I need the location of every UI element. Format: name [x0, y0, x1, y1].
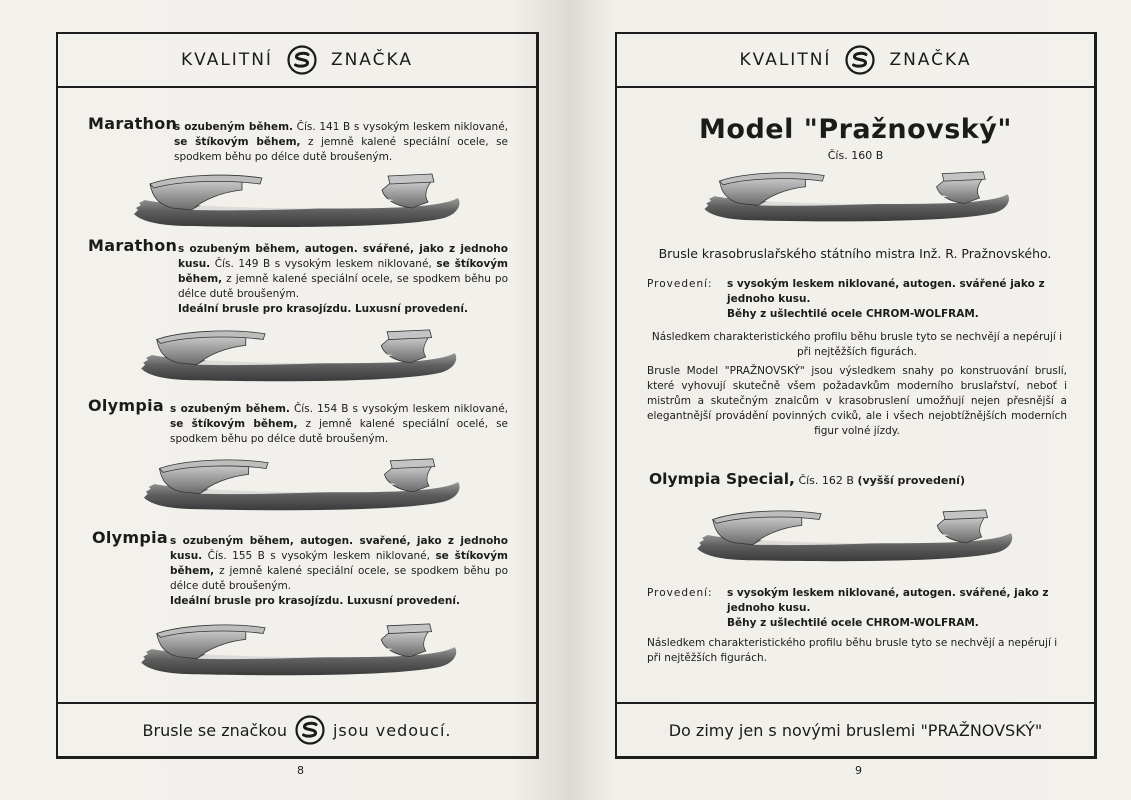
olympia-special-number: Čís. 162 B [794, 474, 858, 487]
product-description: s ozubeným během. Čís. 141 B s vysokým leskem niklované, se štíkovým během, z jemně kalené speciální ocele, se spodkem běhu po délce dutě broušeným. [174, 121, 508, 163]
s-brand-logo-icon [287, 45, 317, 75]
right-header [617, 34, 1094, 88]
product-name: Marathon [88, 114, 178, 133]
right-page [568, 0, 1131, 800]
product-description: s ozubeným během, autogen. svářené, jako z jednoho kusu. Čís. 149 B s vysokým leskem niklované, se štíkovým během, z jemně kalené speciální ocele, se spodkem běhu po délce dutě broušeným. Ideální brusle pro krasojízdu. Luxusní provedení. [178, 243, 508, 315]
header-znacka: ZNAČKA [330, 50, 413, 70]
product-description: s ozubeným během, autogen. svařené, jako z jednoho kusu. Čís. 155 B s vysokým leskem niklované, se štíkovým během, z jemně kalené speciální ocele, se spodkem běhu po délce dutě broušeným. Ideální brusle pro krasojízdu. Luxusní provedení. [170, 535, 508, 607]
header-kvalitni: KVALITNÍ [739, 50, 832, 70]
provedeni-line-1: s vysokým leskem niklované, autogen. svářené, jako z jednoho kusu. [727, 587, 1049, 614]
note-1: Následkem charakteristického profilu běhu brusle tyto se nechvějí a nepérují i při nejtěžších figurách. [651, 331, 1063, 358]
product-description: s ozubeným během. Čís. 154 B s vysokým leskem niklované, se štíkovým během, z jemně kalené speciální ocelé, se spodkem běhu po délce dutě broušeným. [170, 403, 508, 445]
right-page-frame [615, 32, 1097, 759]
skate-image-olympia-154 [142, 454, 462, 520]
skate-image-marathon-141 [132, 170, 462, 236]
skate-image-marathon-149 [136, 326, 462, 390]
note-2: Následkem charakteristického profilu běhu brusle tyto se nechvějí a nepérují i při nejtěžších figurách. [647, 637, 1058, 664]
skate-image-olympia-155 [136, 620, 462, 684]
footer-text-right: jsou vedoucí. [332, 720, 452, 740]
s-brand-logo-icon [845, 45, 875, 75]
page-number: 8 [297, 764, 304, 777]
provedeni-label: Provedení: [647, 587, 713, 599]
model-description: Brusle Model "PRAŽNOVSKÝ" jsou výsledkem snahy po konstruování bruslí, které vyhovují skutečně všem požadavkům moderního bruslařství, neboť i mistrům a skutečným znalcům v krasobruslení umožňují nejen přesnější a elegantnější provádění povinných cviků, ale i všech nejobtížnějších moderních figur volné jízdy. [647, 365, 1067, 437]
left-footer [58, 702, 536, 756]
s-brand-logo-icon [295, 715, 325, 745]
header-znacka: ZNAČKA [889, 50, 972, 70]
skate-image-olympia-special [691, 506, 1019, 570]
model-number: Čís. 160 B [827, 149, 884, 162]
olympia-special-heading [649, 472, 1069, 488]
page-number: 9 [855, 764, 862, 777]
product-name: Marathon [88, 236, 178, 255]
footer-text-left: Brusle se značkou [142, 720, 287, 740]
right-footer [617, 702, 1094, 756]
olympia-special-name: Olympia Special, [649, 470, 795, 488]
olympia-special-extra: (vyšší provedení) [857, 474, 965, 487]
left-page-frame [56, 32, 539, 759]
provedeni-line-1: s vysokým leskem niklované, autogen. svářené jako z jednoho kusu. [727, 278, 1045, 305]
provedeni-label: Provedení: [647, 278, 713, 290]
skate-image-praznovsky [697, 168, 1017, 230]
left-header [58, 34, 536, 88]
header-kvalitni: KVALITNÍ [181, 50, 273, 70]
product-name: Olympia [88, 396, 165, 415]
skate-subtitle: Brusle krasobruslařského státního mistra Inž. R. Pražnovského. [658, 246, 1052, 261]
model-title: Model "Pražnovský" [699, 114, 1012, 145]
product-name: Olympia [92, 528, 169, 547]
footer-text: Do zimy jen s novými bruslemi "PRAŽNOVSKÝ" [668, 720, 1043, 740]
provedeni-line-2: Běhy z ušlechtilé ocele CHROM-WOLFRAM. [727, 308, 979, 320]
provedeni-line-2: Běhy z ušlechtilé ocele CHROM-WOLFRAM. [727, 617, 979, 629]
